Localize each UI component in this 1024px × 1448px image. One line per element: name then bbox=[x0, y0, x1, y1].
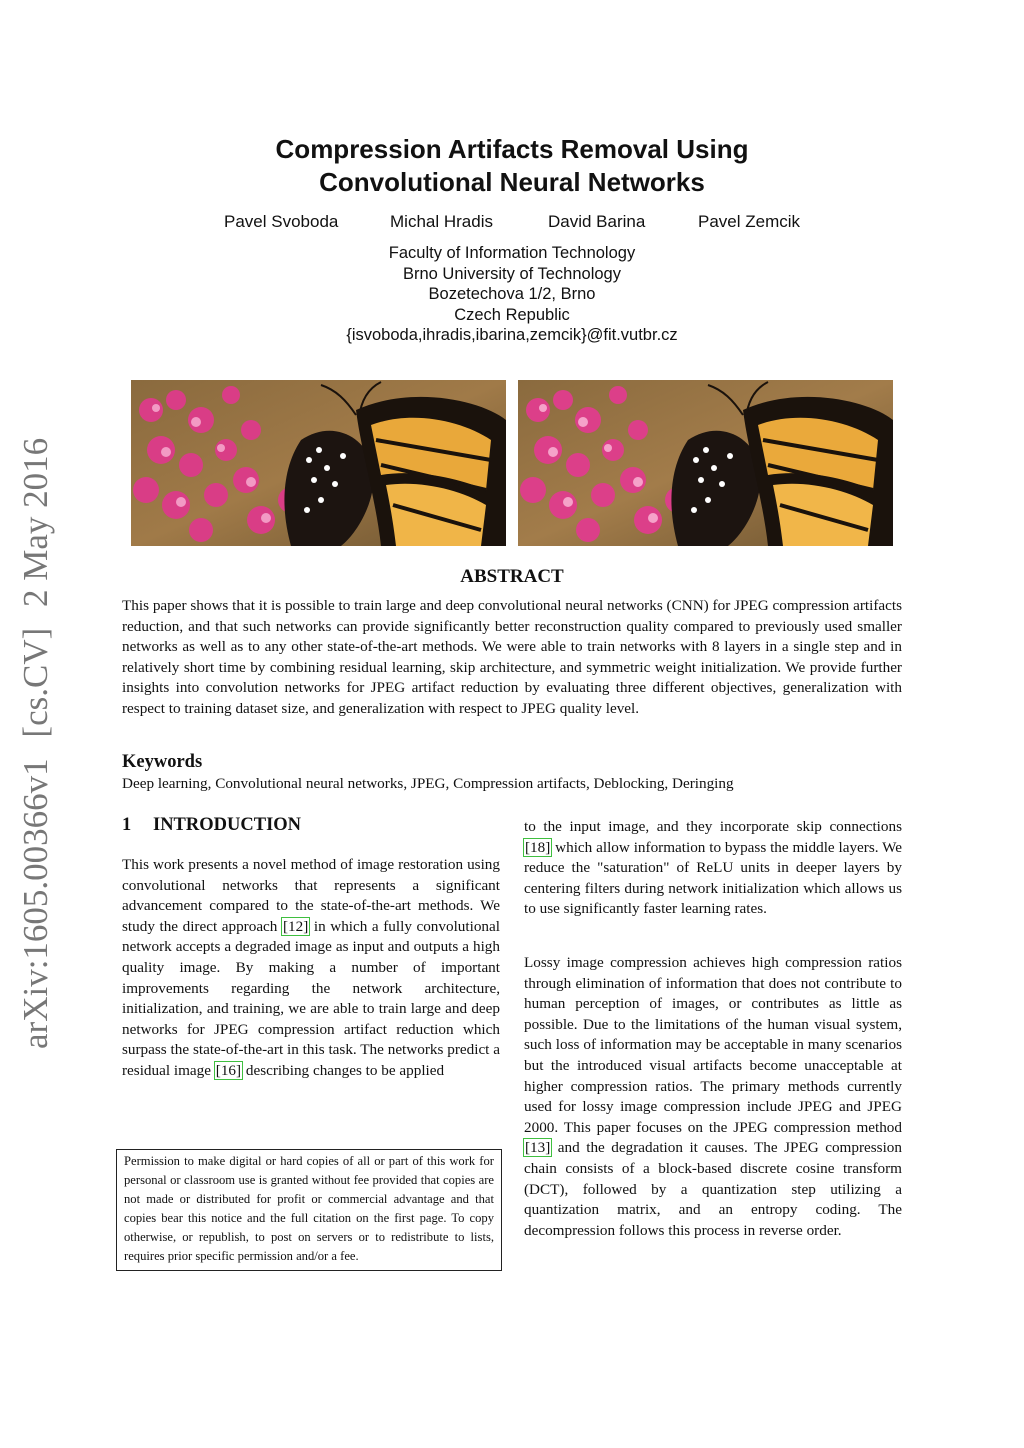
intro-paragraph-2 bbox=[524, 817, 902, 920]
figure-butterfly-compressed bbox=[131, 380, 506, 546]
keywords-text: Deep learning, Convolutional neural networks, JPEG, Compression artifacts, Deblocking, Deringing bbox=[122, 775, 734, 792]
section-heading-introduction bbox=[122, 815, 301, 836]
abstract-text: This paper shows that it is possible to train large and deep convolutional neural networks (CNN) for JPEG compression artifacts reduction, and that such networks can provide significantly better reconstruction quality compared to previously used smaller networks as well as to any other state-of-the-art methods. We were able to train networks with 8 layers in a single step and in relatively short time by combining residual learning, skip architecture, and symmetric weight initialization. We provide further insights into convolution networks for JPEG artifact reduction by evaluating three different objectives, generalization with respect to training dataset size, and generalization with respect to JPEG quality level. bbox=[122, 597, 902, 717]
arxiv-category: [cs.CV] bbox=[16, 627, 55, 738]
arxiv-id: arXiv:1605.00366v1 bbox=[16, 758, 55, 1049]
arxiv-stamp bbox=[16, 435, 56, 1055]
intro-paragraph-1 bbox=[122, 855, 500, 1082]
abstract-heading: ABSTRACT bbox=[460, 566, 564, 587]
citation-link-13[interactable]: [13] bbox=[525, 1139, 551, 1157]
text-run: in which a fully convolutional network accepts a degraded image as input and outputs a high quality image. By making a number of important improvements regarding the network architecture, initialization, and training, we are able to train large and deep networks for JPEG compression artifact reduction which surpass the state-of-the-art in this task. The networks predict a residual image bbox=[122, 917, 500, 1079]
title-line-1: Compression Artifacts Removal Using bbox=[275, 134, 749, 164]
permission-notice-box: Permission to make digital or hard copies of all or part of this work for personal or classroom use is granted without fee provided that copies are not made or distributed for profit or commercial advantage and that copies bear this notice and the full citation on the first page. To copy otherwise, or republish, to post on servers or to redistribute to lists, requires prior specific permission and/or a fee. bbox=[116, 1149, 502, 1271]
affiliation-email: {isvoboda,ihradis,ibarina,zemcik}@fit.vutbr.cz bbox=[346, 326, 678, 344]
author-4: Pavel Zemcik bbox=[698, 212, 801, 231]
title-line-2: Convolutional Neural Networks bbox=[319, 167, 705, 197]
figure-butterfly-restored bbox=[518, 380, 893, 546]
section-number: 1 bbox=[122, 815, 132, 835]
section-title: INTRODUCTION bbox=[153, 815, 302, 835]
author-1: Pavel Svoboda bbox=[224, 212, 339, 231]
text-run: which allow information to bypass the middle layers. We reduce the "saturation" of ReLU units in deeper layers by centering filters during network initialization which allows us to use significantly faster learning rates. bbox=[524, 838, 902, 918]
text-run: Lossy image compression achieves high compression ratios through elimination of information that does not contribute to human perception of images, or contributes as little as possible. Due to the limitations of the human visual system, such loss of information may be acceptable in many scenarios but the introduced visual artifacts become unacceptable at higher compression ratios. The primary methods currently used for lossy image compression include JPEG and JPEG 2000. This paper focuses on the JPEG compression method bbox=[524, 954, 902, 1136]
arxiv-date: 2 May 2016 bbox=[16, 437, 55, 607]
author-list bbox=[0, 212, 1024, 236]
affiliation-country: Czech Republic bbox=[454, 305, 570, 324]
text-run: This work presents a novel method of image restoration using convolutional networks that represents a significant advancement compared to the state-of-the-art methods. We study the direct approach bbox=[122, 856, 500, 935]
affiliation-address: Bozetechova 1/2, Brno bbox=[428, 285, 596, 303]
author-2: Michal Hradis bbox=[390, 212, 493, 231]
paper-title bbox=[0, 133, 1024, 199]
text-run: and the degradation it causes. The JPEG compression chain consists of a block-based discrete cosine transform (DCT), followed by a quantization step utilizing a quantization matrix, and an entropy coding. The decompression follows this process in reverse order. bbox=[524, 1139, 902, 1239]
keywords-heading: Keywords bbox=[122, 752, 203, 772]
citation-link-16[interactable]: [16] bbox=[215, 1061, 242, 1079]
author-3: David Barina bbox=[548, 212, 646, 231]
citation-link-18[interactable]: [18] bbox=[525, 838, 551, 856]
citation-link-12[interactable]: [12] bbox=[282, 917, 309, 935]
text-run: describing changes to be applied bbox=[242, 1061, 445, 1079]
text-run: to the input image, and they incorporate skip connections bbox=[524, 818, 902, 835]
affiliation-faculty: Faculty of Information Technology bbox=[388, 244, 636, 262]
affiliation-university: Brno University of Technology bbox=[403, 264, 621, 283]
affiliation bbox=[0, 243, 1024, 346]
intro-paragraph-3 bbox=[524, 953, 902, 1241]
